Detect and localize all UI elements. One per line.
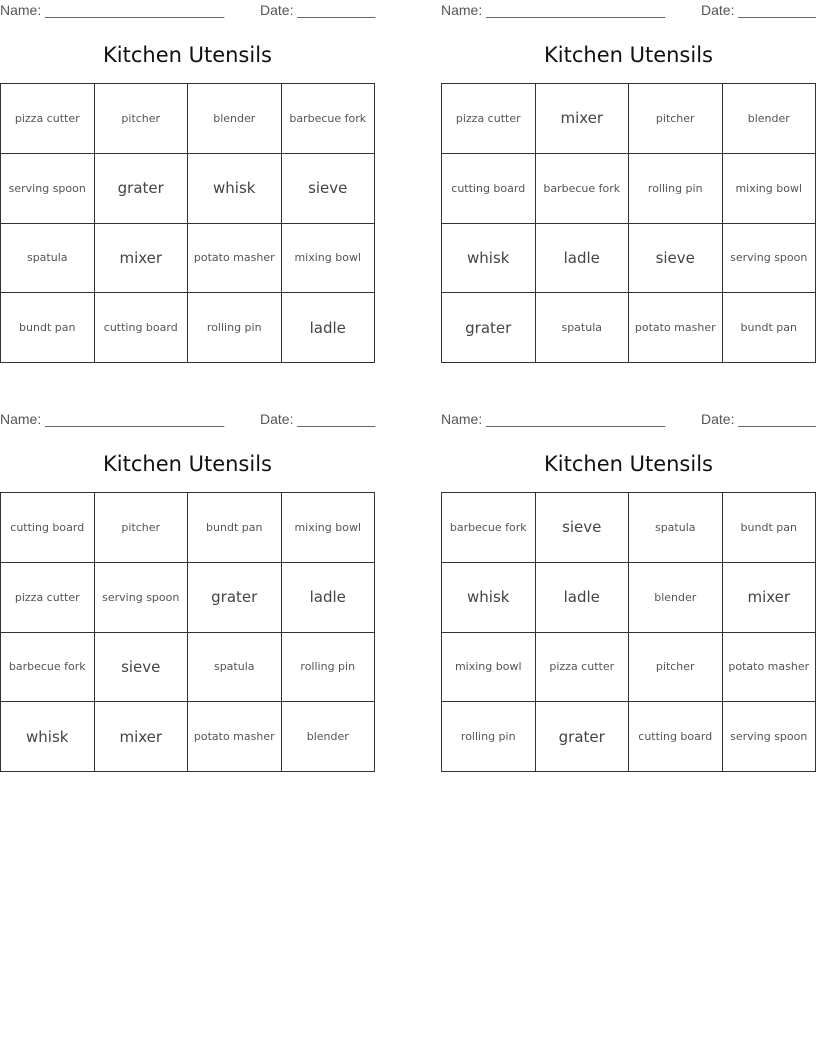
- bingo-card-1: [0, 0, 375, 365]
- bingo-cell[interactable]: ladle: [282, 293, 376, 363]
- bingo-cell[interactable]: serving spoon: [1, 154, 95, 224]
- bingo-cell[interactable]: barbecue fork: [1, 633, 95, 703]
- bingo-cell[interactable]: pizza cutter: [536, 633, 630, 703]
- bingo-cell[interactable]: mixing bowl: [723, 154, 816, 224]
- bingo-grid: [0, 83, 375, 363]
- bingo-cell[interactable]: rolling pin: [282, 633, 376, 703]
- bingo-cell[interactable]: cutting board: [95, 293, 189, 363]
- card-header: [441, 411, 816, 429]
- bingo-cell[interactable]: spatula: [188, 633, 282, 703]
- bingo-cell[interactable]: rolling pin: [629, 154, 723, 224]
- bingo-cell[interactable]: sieve: [536, 493, 630, 563]
- bingo-cell[interactable]: pitcher: [95, 84, 189, 154]
- name-field[interactable]: Name: _______________________: [441, 2, 666, 18]
- bingo-cell[interactable]: blender: [188, 84, 282, 154]
- bingo-cell[interactable]: blender: [723, 84, 816, 154]
- name-field[interactable]: Name: _______________________: [441, 411, 666, 427]
- bingo-grid: [441, 83, 816, 363]
- bingo-cell[interactable]: bundt pan: [188, 493, 282, 563]
- bingo-cell[interactable]: bundt pan: [723, 493, 816, 563]
- bingo-cell[interactable]: spatula: [536, 293, 630, 363]
- bingo-cell[interactable]: rolling pin: [442, 702, 536, 772]
- bingo-cell[interactable]: pizza cutter: [1, 563, 95, 633]
- bingo-cell[interactable]: whisk: [1, 702, 95, 772]
- bingo-cell[interactable]: grater: [95, 154, 189, 224]
- bingo-cell[interactable]: mixer: [723, 563, 816, 633]
- bingo-cell[interactable]: whisk: [442, 563, 536, 633]
- bingo-cell[interactable]: bundt pan: [723, 293, 816, 363]
- bingo-card-4: [441, 409, 816, 774]
- bingo-cell[interactable]: serving spoon: [723, 702, 816, 772]
- bingo-card-3: [0, 409, 375, 774]
- bingo-cell[interactable]: cutting board: [1, 493, 95, 563]
- bingo-cell[interactable]: mixer: [95, 702, 189, 772]
- bingo-cell[interactable]: ladle: [536, 563, 630, 633]
- bingo-cell[interactable]: spatula: [1, 224, 95, 294]
- date-field[interactable]: Date: __________: [260, 411, 376, 427]
- date-field[interactable]: Date: __________: [701, 2, 816, 18]
- bingo-cell[interactable]: mixing bowl: [442, 633, 536, 703]
- card-title: Kitchen Utensils: [544, 43, 713, 67]
- name-field[interactable]: Name: _______________________: [0, 2, 225, 18]
- bingo-cell[interactable]: pitcher: [629, 84, 723, 154]
- card-header: [441, 2, 816, 20]
- bingo-cell[interactable]: cutting board: [629, 702, 723, 772]
- bingo-cell[interactable]: ladle: [282, 563, 376, 633]
- bingo-cell[interactable]: sieve: [282, 154, 376, 224]
- bingo-cell[interactable]: pitcher: [629, 633, 723, 703]
- bingo-cell[interactable]: pizza cutter: [442, 84, 536, 154]
- bingo-cell[interactable]: grater: [188, 563, 282, 633]
- bingo-cell[interactable]: potato masher: [629, 293, 723, 363]
- card-header: [0, 411, 375, 429]
- bingo-cell[interactable]: spatula: [629, 493, 723, 563]
- date-field[interactable]: Date: __________: [701, 411, 816, 427]
- bingo-cell[interactable]: serving spoon: [95, 563, 189, 633]
- bingo-cell[interactable]: potato masher: [188, 224, 282, 294]
- bingo-cell[interactable]: sieve: [95, 633, 189, 703]
- bingo-cell[interactable]: grater: [536, 702, 630, 772]
- bingo-cell[interactable]: barbecue fork: [442, 493, 536, 563]
- card-title: Kitchen Utensils: [103, 452, 272, 476]
- card-title: Kitchen Utensils: [544, 452, 713, 476]
- bingo-grid: [441, 492, 816, 772]
- bingo-card-2: [441, 0, 816, 365]
- bingo-cell[interactable]: grater: [442, 293, 536, 363]
- bingo-cell[interactable]: mixing bowl: [282, 493, 376, 563]
- bingo-cell[interactable]: sieve: [629, 224, 723, 294]
- bingo-cell[interactable]: potato masher: [723, 633, 816, 703]
- bingo-cell[interactable]: pitcher: [95, 493, 189, 563]
- bingo-cell[interactable]: potato masher: [188, 702, 282, 772]
- card-title: Kitchen Utensils: [103, 43, 272, 67]
- bingo-cell[interactable]: mixer: [95, 224, 189, 294]
- bingo-cell[interactable]: barbecue fork: [536, 154, 630, 224]
- bingo-cell[interactable]: whisk: [442, 224, 536, 294]
- bingo-cell[interactable]: whisk: [188, 154, 282, 224]
- bingo-cell[interactable]: mixer: [536, 84, 630, 154]
- date-field[interactable]: Date: __________: [260, 2, 376, 18]
- bingo-cell[interactable]: rolling pin: [188, 293, 282, 363]
- bingo-cell[interactable]: pizza cutter: [1, 84, 95, 154]
- bingo-cell[interactable]: serving spoon: [723, 224, 816, 294]
- bingo-cell[interactable]: blender: [629, 563, 723, 633]
- bingo-cell[interactable]: ladle: [536, 224, 630, 294]
- bingo-grid: [0, 492, 375, 772]
- bingo-cell[interactable]: barbecue fork: [282, 84, 376, 154]
- bingo-cell[interactable]: cutting board: [442, 154, 536, 224]
- name-field[interactable]: Name: _______________________: [0, 411, 225, 427]
- bingo-cell[interactable]: mixing bowl: [282, 224, 376, 294]
- bingo-cell[interactable]: bundt pan: [1, 293, 95, 363]
- card-header: [0, 2, 375, 20]
- bingo-cell[interactable]: blender: [282, 702, 376, 772]
